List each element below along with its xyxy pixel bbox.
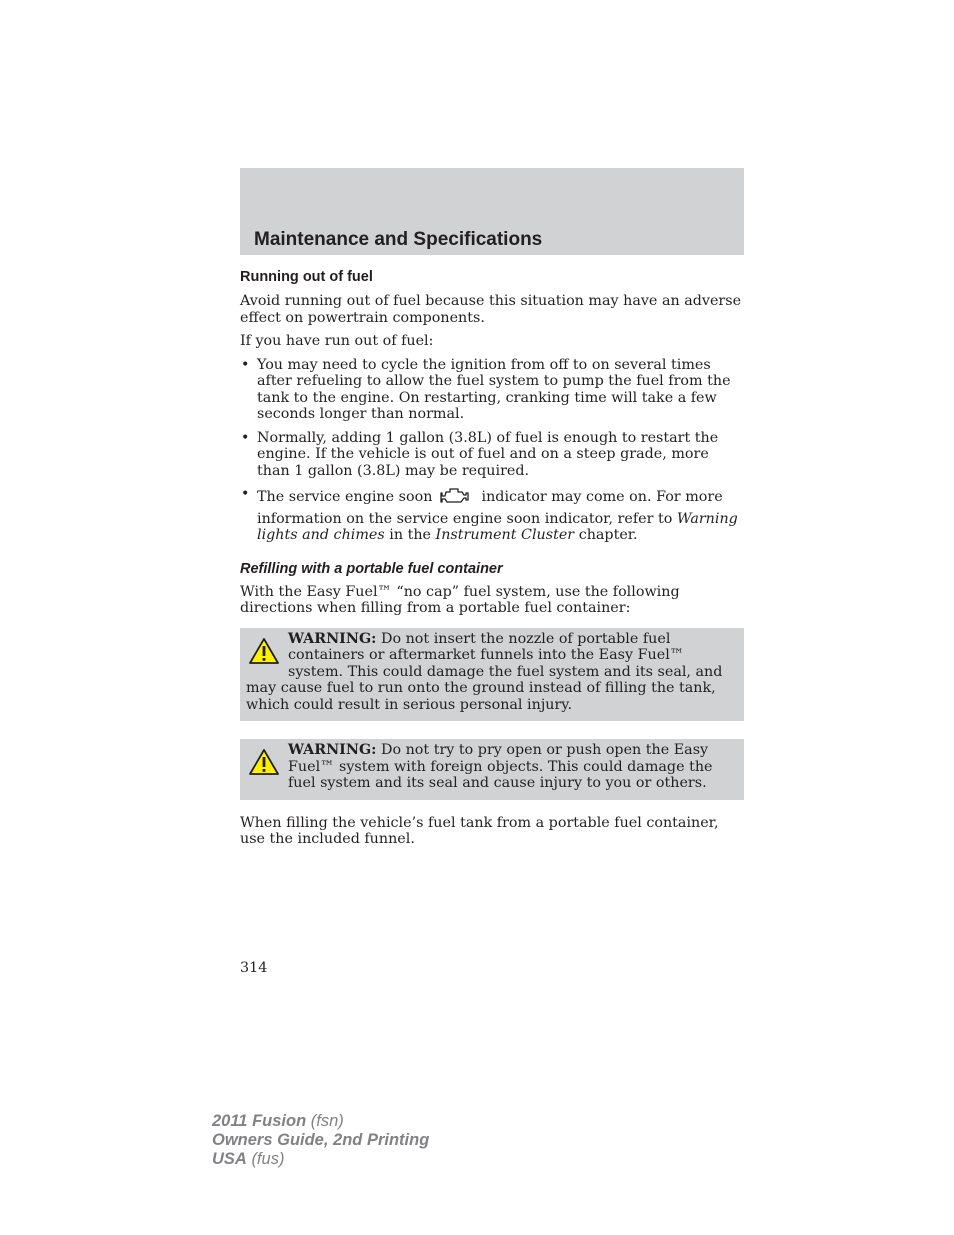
warning-label: WARNING: — [288, 630, 377, 647]
warning-label: WARNING: — [288, 742, 377, 758]
list-item-text: You may need to cycle the ignition from off to on several times after refueling to allow the fuel system to pump the fuel from the tank to the engine. On restarting, cranking time will take a few seconds longer than normal. — [257, 356, 731, 422]
list-item — [240, 357, 744, 423]
list-item — [240, 430, 744, 480]
section-header-band — [240, 168, 744, 255]
footer-market: USA — [212, 1150, 247, 1168]
page-content — [240, 267, 744, 855]
closing-paragraph: When filling the vehicle’s fuel tank from a portable fuel container, use the included funnel. — [240, 814, 719, 847]
subsection-heading: Refilling with a portable fuel container — [240, 560, 503, 577]
footer-line-model — [212, 1112, 429, 1131]
bullet-list — [240, 357, 744, 544]
footer-model-code: (fsn) — [310, 1112, 344, 1130]
warning-text: Do not insert the nozzle of portable fuel containers or aftermarket funnels into the Easy Fuel™ system. This could damage the fuel system and its seal, and may cause fuel to run onto the ground instead of filling the tank, which could result in serious personal injury. — [246, 630, 723, 713]
chapter-title: Maintenance and Specifications — [254, 229, 543, 250]
footer-edition: Owners Guide, 2nd Printing — [212, 1131, 430, 1149]
section-lead: If you have run out of fuel: — [240, 333, 434, 349]
warning-box — [240, 628, 744, 722]
reference-warning-lights: Warning lights and chimes — [257, 510, 738, 543]
list-item-text: indicator may come on. For more information on the service engine soon indicator, refer to — [257, 489, 723, 527]
bullet-mark: • — [241, 486, 250, 502]
bullet-mark: • — [241, 356, 250, 373]
footer-market-code: (fus) — [251, 1150, 285, 1168]
warning-triangle-icon — [248, 637, 280, 670]
list-item-text: chapter. — [578, 527, 638, 543]
list-item-text: in the — [389, 527, 431, 543]
section-intro: Avoid running out of fuel because this situation may have an adverse effect on powertrain components. — [240, 293, 742, 326]
reference-instrument-cluster: Instrument Cluster — [435, 527, 575, 543]
list-item-text: The service engine soon — [257, 489, 433, 505]
footer-model: 2011 Fusion — [212, 1112, 307, 1130]
footer-line-market — [212, 1150, 429, 1169]
subsection-intro: With the Easy Fuel™ “no cap” fuel system, use the following directions when filling from a portable fuel container: — [240, 583, 680, 616]
section-heading: Running out of fuel — [240, 269, 373, 285]
bullet-mark: • — [241, 429, 250, 446]
warning-box — [240, 739, 744, 800]
page-number: 314 — [240, 960, 268, 976]
check-engine-icon — [439, 486, 471, 511]
list-item-text: Normally, adding 1 gallon (3.8L) of fuel is enough to restart the engine. If the vehicle is out of fuel and on a steep grade, more than 1 gallon (3.8L) may be required. — [257, 429, 719, 479]
document-footer — [212, 1112, 429, 1169]
warning-triangle-icon — [248, 748, 280, 781]
warning-text: Do not try to pry open or push open the Easy Fuel™ system with foreign objects. This could damage the fuel system and its seal and cause injury to you or others. — [288, 742, 713, 791]
list-item — [240, 486, 744, 544]
